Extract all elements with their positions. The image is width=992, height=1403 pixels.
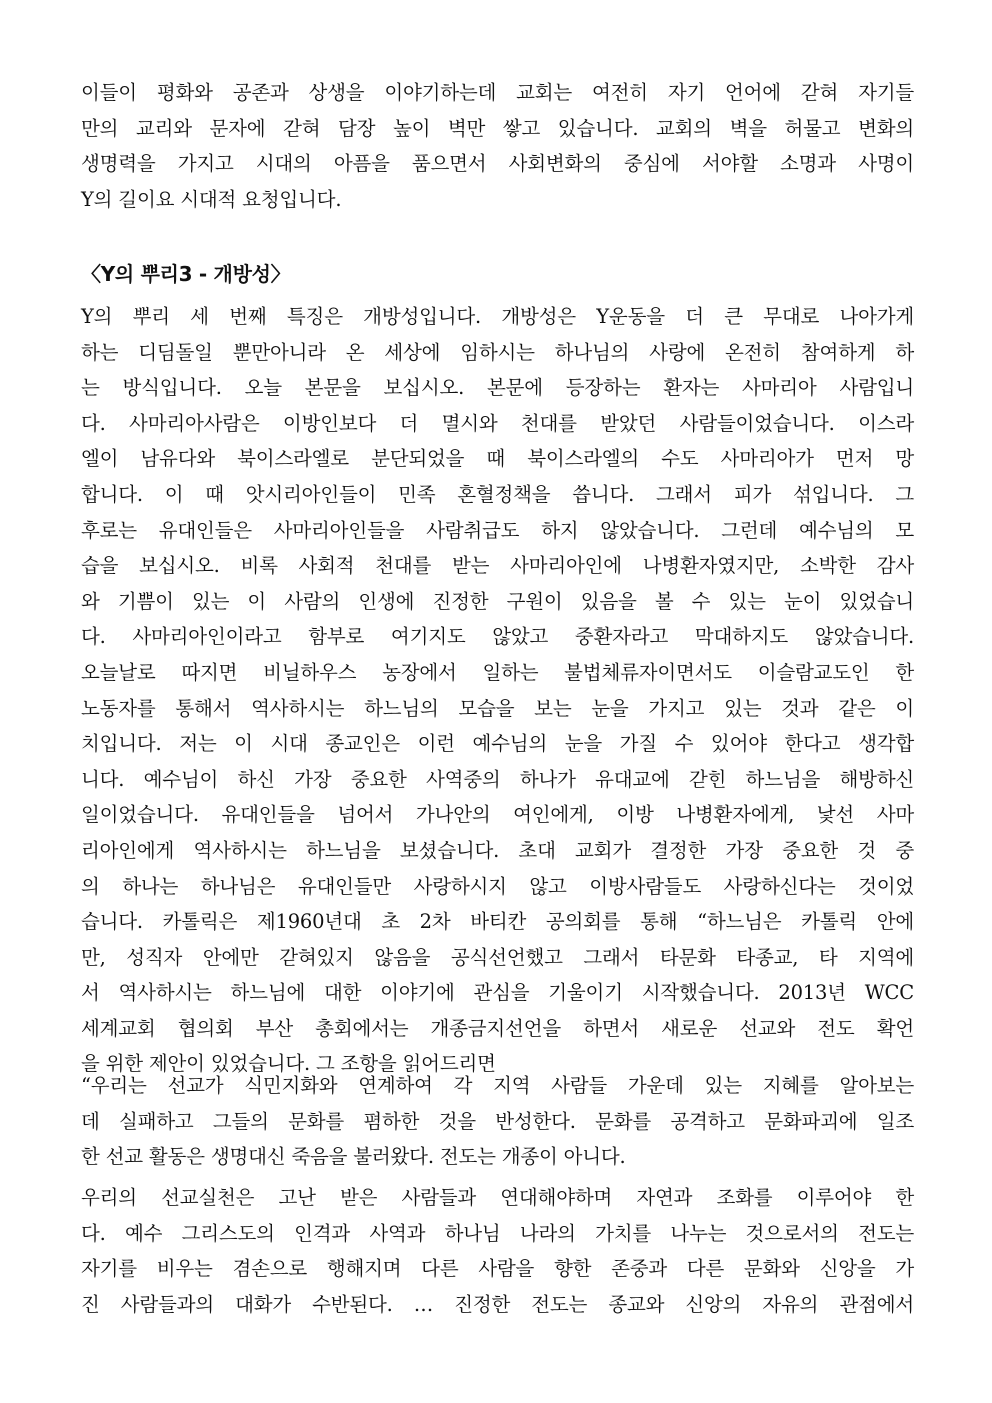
text-line: 생명력을 가지고 시대의 아픔을 품으면서 사회변화의 중심에 서야할 소명과 사명이 [81, 152, 914, 176]
text-line: 리아인에게 역사하시는 하느님을 보셨습니다. 초대 교회가 결정한 가장 중요한 것 중 [81, 838, 914, 862]
text-line: 습니다. 카톨릭은 제1960년대 초 2차 바티칸 공의회를 통해 “하느님은 카톨릭 안에 [81, 910, 914, 934]
intro-paragraph [81, 75, 914, 217]
text-line: 일이었습니다. 유대인들을 넘어서 가나안의 여인에게, 이방 나병환자에게, 낯선 사마 [81, 803, 914, 827]
text-line: 만, 성직자 안에만 갇혀있지 않음을 공식선언했고 그래서 타문화 타종교, 타 지역에 [81, 945, 914, 969]
text-line: 치입니다. 저는 이 시대 종교인은 이런 예수님의 눈을 가질 수 있어야 한다고 생각합 [81, 732, 914, 756]
text-line: 다. 사마리아인이라고 함부로 여기지도 않았고 중환자라고 막대하지도 않았습니다. [81, 625, 914, 649]
text-line: Y의 길이요 시대적 요청입니다. [81, 187, 342, 211]
text-line: 습을 보십시오. 비록 사회적 천대를 받는 사마리아인에 나병환자였지만, 소박한 감사 [81, 554, 914, 578]
text-line: 는 방식입니다. 오늘 본문을 보십시오. 본문에 등장하는 환자는 사마리아 사람입니 [81, 376, 914, 400]
text-line: 다. 사마리아사람은 이방인보다 더 멸시와 천대를 받았던 사람들이었습니다. 이스라 [81, 411, 914, 435]
text-line: 세계교회 협의회 부산 총회에서는 개종금지선언을 하면서 새로운 선교와 전도 확언 [81, 1016, 914, 1040]
text-line: 니다. 예수님이 하신 가장 중요한 사역중의 하나가 유대교에 갇힌 하느님을 해방하신 [81, 767, 914, 791]
text-line: 합니다. 이 때 앗시리아인들이 민족 혼혈정책을 씁니다. 그래서 피가 섞입니다. 그 [81, 482, 914, 506]
text-line: 한 선교 활동은 생명대신 죽음을 불러왔다. 전도는 개종이 아니다. [81, 1145, 626, 1169]
text-line: 와 기쁨이 있는 이 사람의 인생에 진정한 구원이 있음을 볼 수 있는 눈이 있었습니 [81, 589, 914, 613]
text-line: 엘이 남유다와 북이스라엘로 분단되었을 때 북이스라엘의 수도 사마리아가 먼저 망 [81, 447, 914, 471]
text-line: 만의 교리와 문자에 갇혀 담장 높이 벽만 쌓고 있습니다. 교회의 벽을 허물고 변화의 [81, 116, 914, 140]
text-line: Y의 뿌리 세 번째 특징은 개방성입니다. 개방성은 Y운동을 더 큰 무대로 나아가게 [81, 305, 914, 328]
text-line: 이들이 평화와 공존과 상생을 이야기하는데 교회는 여전히 자기 언어에 갇혀 자기들 [81, 81, 914, 104]
text-line: 진 사람들과의 대화가 수반된다. … 진정한 전도는 종교와 신앙의 자유의 관점에서 [81, 1292, 914, 1316]
text-line: 노동자를 통해서 역사하시는 하느님의 모습을 보는 눈을 가지고 있는 것과 같은 이 [81, 696, 914, 720]
quote-paragraph-2 [81, 1180, 914, 1322]
text-line: 을 위한 제안이 있었습니다. 그 조항을 읽어드리면 [81, 1052, 496, 1076]
text-line: 의 하나는 하나님은 유대인들만 사랑하시지 않고 이방사람들도 사랑하신다는 것이었 [81, 874, 914, 898]
quote-paragraph-1 [81, 1068, 914, 1175]
text-line: 데 실패하고 그들의 문화를 폄하한 것을 반성한다. 문화를 공격하고 문화파괴에 일조 [81, 1109, 914, 1133]
text-line: 다. 예수 그리스도의 인격과 사역과 하나님 나라의 가치를 나누는 것으로서의 전도는 [81, 1221, 914, 1245]
text-line: 후로는 유대인들은 사마리아인들을 사람취급도 하지 않았습니다. 그런데 예수님의 모 [81, 518, 914, 542]
text-line: 서 역사하시는 하느님에 대한 이야기에 관심을 기울이기 시작했습니다. 2013년 WCC [81, 981, 914, 1005]
text-line: 오늘날로 따지면 비닐하우스 농장에서 일하는 불법체류자이면서도 이슬람교도인 한 [81, 660, 914, 684]
main-paragraph [81, 299, 914, 1082]
text-line: 하는 디딤돌일 뿐만아니라 온 세상에 임하시는 하나님의 사랑에 온전히 참여하게 하 [81, 340, 914, 364]
text-line: 우리의 선교실천은 고난 받은 사람들과 연대해야하며 자연과 조화를 이루어야 한 [81, 1186, 914, 1209]
section-heading: 〈Y의 뿌리3 - 개방성〉 [81, 262, 291, 286]
text-line: “우리는 선교가 식민지화와 연계하여 각 지역 사람들 가운데 있는 지혜를 알아보는 [81, 1074, 914, 1097]
text-line: 자기를 비우는 겸손으로 행해지며 다른 사람을 향한 존중과 다른 문화와 신앙을 가 [81, 1257, 914, 1281]
